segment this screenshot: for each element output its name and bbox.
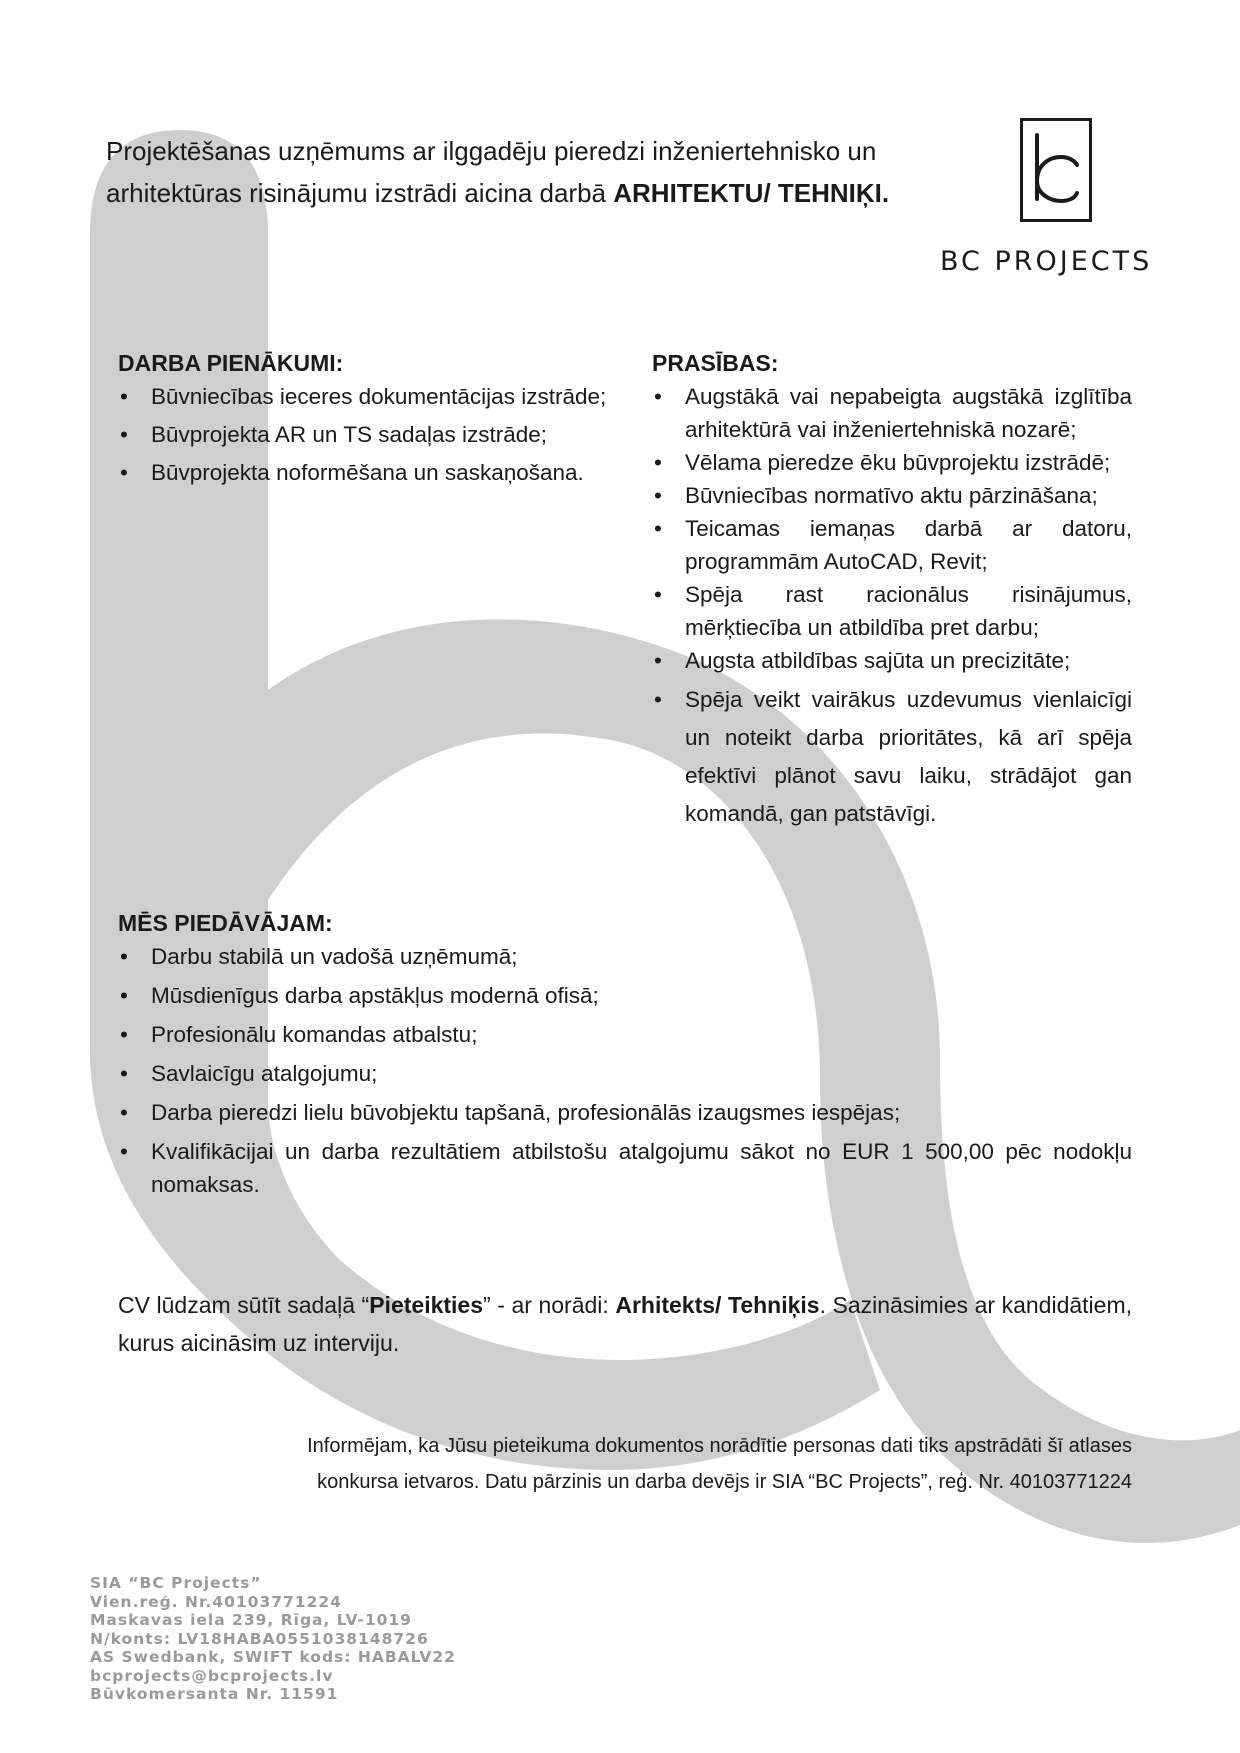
logo-wordmark: BC PROJECTS xyxy=(940,246,1153,277)
duties-section xyxy=(118,346,618,494)
duties-list xyxy=(118,380,618,489)
cv-apply-section: Pieteikties xyxy=(369,1292,484,1318)
footer-line: N/konts: LV18HABA0551038148726 xyxy=(90,1629,429,1648)
notice-line: konkursa ietvaros. Datu pārzinis un darba devējs ir SIA “BC Projects”, reģ. Nr. 40103771224 xyxy=(317,1471,1132,1493)
cv-instructions xyxy=(118,1286,1132,1362)
requirements-list xyxy=(652,380,1132,833)
cv-text-part1: CV lūdzam sūtīt sadaļā “ xyxy=(118,1292,370,1318)
list-item: • Darba pieredzi lielu būvobjektu tapšanā, profesionālās izaugsmes iespējas; xyxy=(118,1096,1132,1129)
offer-heading: MĒS PIEDĀVĀJAM: xyxy=(118,910,333,936)
footer-email: bcprojects@bcprojects.lv xyxy=(90,1666,334,1685)
footer-line: SIA “BC Projects” xyxy=(90,1574,262,1592)
intro-text: Projektēšanas uzņēmums ar ilggadēju pieredzi inženiertehnisko un arhitektūras risinājumu izstrādi aicina darbā xyxy=(106,136,877,208)
list-item: • Augstākā vai nepabeigta augstākā izglītība arhitektūrā vai inženiertehniskā nozarē; xyxy=(652,380,1132,446)
privacy-notice xyxy=(140,1428,1132,1500)
footer-line: Maskavas iela 239, Rīga, LV-1019 xyxy=(90,1611,412,1629)
offer-section xyxy=(118,906,1132,1207)
list-item: • Būvprojekta AR un TS sadaļas izstrāde; xyxy=(118,418,618,451)
intro-paragraph xyxy=(106,130,986,214)
intro-position: ARHITEKTU/ TEHNIĶI. xyxy=(613,178,890,208)
list-item: • Vēlama pieredze ēku būvprojektu izstrādē; xyxy=(652,446,1132,479)
list-item: • Būvniecības ieceres dokumentācijas izstrāde; xyxy=(118,380,618,413)
list-item: • Kvalifikācijai un darba rezultātiem atbilstošu atalgojumu sākot no EUR 1 500,00 pēc nodokļu nomaksas. xyxy=(118,1135,1132,1201)
duties-heading: DARBA PIENĀKUMI: xyxy=(118,350,344,376)
list-item: • Spēja veikt vairākus uzdevumus vienlaicīgi un noteikt darba prioritātes, kā arī spēja efektīvi plānot savu laiku, strādājot gan komandā, gan patstāvīgi. xyxy=(652,681,1132,833)
list-item: • Būvniecības normatīvo aktu pārzināšana; xyxy=(652,479,1132,512)
company-logo xyxy=(940,118,1170,278)
bc-mark-icon xyxy=(1023,121,1089,219)
footer-line: Vien.reģ. Nr.40103771224 xyxy=(90,1592,342,1611)
cv-text-part2: ” - ar norādi: xyxy=(483,1292,616,1318)
cv-text-part3: . Sazināsimies ar kandidātiem, kurus aicināsim uz interviju. xyxy=(118,1292,1132,1356)
offer-list xyxy=(118,940,1132,1201)
company-footer xyxy=(90,1574,610,1704)
logo-frame xyxy=(1020,118,1092,222)
notice-line: Informējam, ka Jūsu pieteikuma dokumentos norādītie personas dati tiks apstrādāti šī atlases xyxy=(307,1435,1132,1457)
list-item: • Mūsdienīgus darba apstākļus modernā ofisā; xyxy=(118,979,1132,1012)
list-item: • Augsta atbildības sajūta un precizitāte; xyxy=(652,644,1132,677)
list-item: • Būvprojekta noformēšana un saskaņošana. xyxy=(118,456,618,489)
list-item: • Teicamas iemaņas darbā ar datoru, programmām AutoCAD, Revit; xyxy=(652,512,1132,578)
list-item: • Darbu stabilā un vadošā uzņēmumā; xyxy=(118,940,1132,973)
footer-line: Būvkomersanta Nr. 11591 xyxy=(90,1685,339,1703)
requirements-section xyxy=(652,346,1132,833)
requirements-heading: PRASĪBAS: xyxy=(652,350,779,376)
list-item: • Savlaicīgu atalgojumu; xyxy=(118,1057,1132,1090)
list-item: • Spēja rast racionālus risinājumus, mērķtiecība un atbildība pret darbu; xyxy=(652,578,1132,644)
cv-reference: Arhitekts/ Tehniķis xyxy=(615,1292,820,1318)
footer-line: AS Swedbank, SWIFT kods: HABALV22 xyxy=(90,1648,456,1666)
list-item: • Profesionālu komandas atbalstu; xyxy=(118,1018,1132,1051)
